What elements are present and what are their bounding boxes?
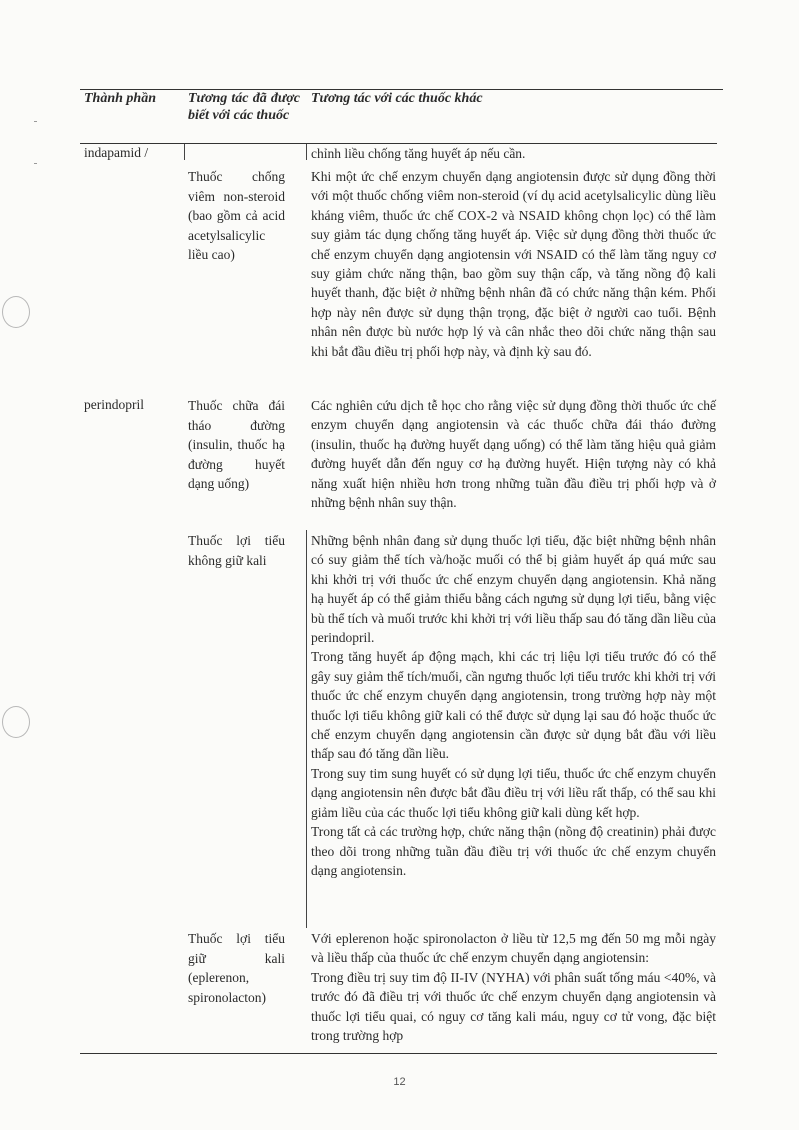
interaction-text-diuretics xyxy=(311,531,716,880)
punch-hole xyxy=(2,706,30,738)
ingredient-perindopril: perindopril xyxy=(84,397,144,412)
column-divider xyxy=(306,144,307,160)
scan-mark xyxy=(34,163,37,164)
drug-nsaid: Thuốc chống viêm non-steroid (bao gồm cả acid acetylsalicylic liều cao) xyxy=(188,169,285,262)
paragraph: Trong điều trị suy tim độ II-IV (NYHA) với phân suất tống máu <40%, và trước đó đã điều trị với thuốc ức chế enzym chuyển dạng angiotensin và thuốc lợi tiểu quai, có nguy cơ tăng kali máu, nguy cơ tử vong, đặc biệt trong trường hợp xyxy=(311,969,716,1044)
header-known-interactions: Tương tác đã được biết với các thuốc xyxy=(188,91,300,123)
scan-mark xyxy=(34,121,37,122)
page-number: 12 xyxy=(393,1076,406,1088)
table-bottom-rule xyxy=(80,1053,717,1054)
column-divider xyxy=(184,144,185,160)
paragraph: Trong suy tim sung huyết có sử dụng lợi tiểu, thuốc ức chế enzym chuyển dạng angiotensin nên được bắt đầu điều trị với liều rất thấp, có thể sau khi giảm liều của các thuốc lợi tiểu không giữ kali dùng kết hợp. xyxy=(311,765,716,820)
ingredient-indapamid: indapamid / xyxy=(84,145,149,160)
punch-hole xyxy=(2,296,30,328)
paragraph: chỉnh liều chống tăng huyết áp nếu cần. xyxy=(311,146,526,161)
drug-antidiabetic: Thuốc chữa đái tháo đường (insulin, thuốc hạ đường huyết dạng uống) xyxy=(188,398,285,491)
interaction-text-continued xyxy=(311,144,716,163)
interaction-text-potassium-sparing xyxy=(311,929,716,1045)
paragraph: Những bệnh nhân đang sử dụng thuốc lợi tiểu, đặc biệt những bệnh nhân có suy giảm thể tích và/hoặc muối có thể bị giảm huyết áp quá mức sau khi khởi trị với thuốc ức chế enzym chuyển dạng angiotensin. Khả năng hạ huyết áp có thể giảm thiểu bằng cách ngưng sử dụng lợi tiểu, bằng việc bù thể tích và muối trước khi khởi trị với liều thấp sau đó tăng dần liều của perindopril. xyxy=(311,533,716,646)
drug-non-potassium-sparing-diuretic: Thuốc lợi tiểu không giữ kali xyxy=(188,533,285,568)
paragraph: Trong tất cả các trường hợp, chức năng thận (nồng độ creatinin) phải được theo dõi trong những tuần đầu điều trị với thuốc ức chế enzym chuyển dạng angiotensin. xyxy=(311,824,716,878)
paragraph: Các nghiên cứu dịch tễ học cho rằng việc sử dụng đồng thời thuốc ức chế enzym chuyển dạng angiotensin và các thuốc chữa đái tháo đường (insulin, thuốc hạ đường huyết dạng uống) có thể làm tăng hiệu quả giảm đường huyết dẫn đến nguy cơ hạ đường huyết. Hiện tượng này có khả năng xuất hiện nhiều hơn trong những tuần đầu điều trị phối hợp và ở những bệnh nhân suy thận. xyxy=(311,398,716,511)
interaction-text-antidiabetic xyxy=(311,396,716,512)
column-divider xyxy=(306,530,307,928)
interaction-text-nsaid xyxy=(311,167,716,361)
header-other-interactions: Tương tác với các thuốc khác xyxy=(311,91,483,106)
header-ingredient: Thành phần xyxy=(84,91,156,106)
paragraph: Với eplerenon hoặc spironolacton ở liều từ 12,5 mg đến 50 mg mỗi ngày và liều thấp của thuốc ức chế enzym chuyển dạng angiotensin: xyxy=(311,931,716,966)
paragraph: Khi một ức chế enzym chuyển dạng angiotensin được sử dụng đồng thời với một thuốc chống viêm non-steroid (ví dụ acid acetylsalicylic dùng liều kháng viêm, thuốc ức chế COX-2 và NSAID không chọn lọc) có thể làm suy giảm tác dụng chống tăng huyết áp. Việc sử dụng đồng thời thuốc ức chế enzym chuyển dạng angiotensin với NSAID có thể làm tăng nguy cơ suy giảm chức năng thận, bao gồm suy thận cấp, và tăng nồng độ kali huyết thanh, đặc biệt ở những bệnh nhân đã có chức năng thận kém. Phối hợp này nên được sử dụng thận trọng, đặc biệt ở người cao tuổi. Bệnh nhân nên được bù nước hợp lý và cân nhắc theo dõi chức năng thận sau khi bắt đầu điều trị phối hợp này, và định kỳ sau đó. xyxy=(311,169,716,359)
drug-potassium-sparing-diuretic: Thuốc lợi tiểu giữ kali (eplerenon, spironolacton) xyxy=(188,931,285,1005)
paragraph: Trong tăng huyết áp động mạch, khi các trị liệu lợi tiểu trước đó có thể gây suy giảm thể tích/muối, cần ngưng thuốc lợi tiểu trước khi khởi trị với thuốc ức chế enzym chuyển dạng angiotensin, trong trường hợp này một thuốc lợi tiểu không giữ kali có thể được sử dụng lại sau đó hoặc thuốc ức chế enzym chuyển dạng angiotensin cần được sử dụng bắt đầu với liều thấp sau đó tăng dần liều. xyxy=(311,649,716,762)
